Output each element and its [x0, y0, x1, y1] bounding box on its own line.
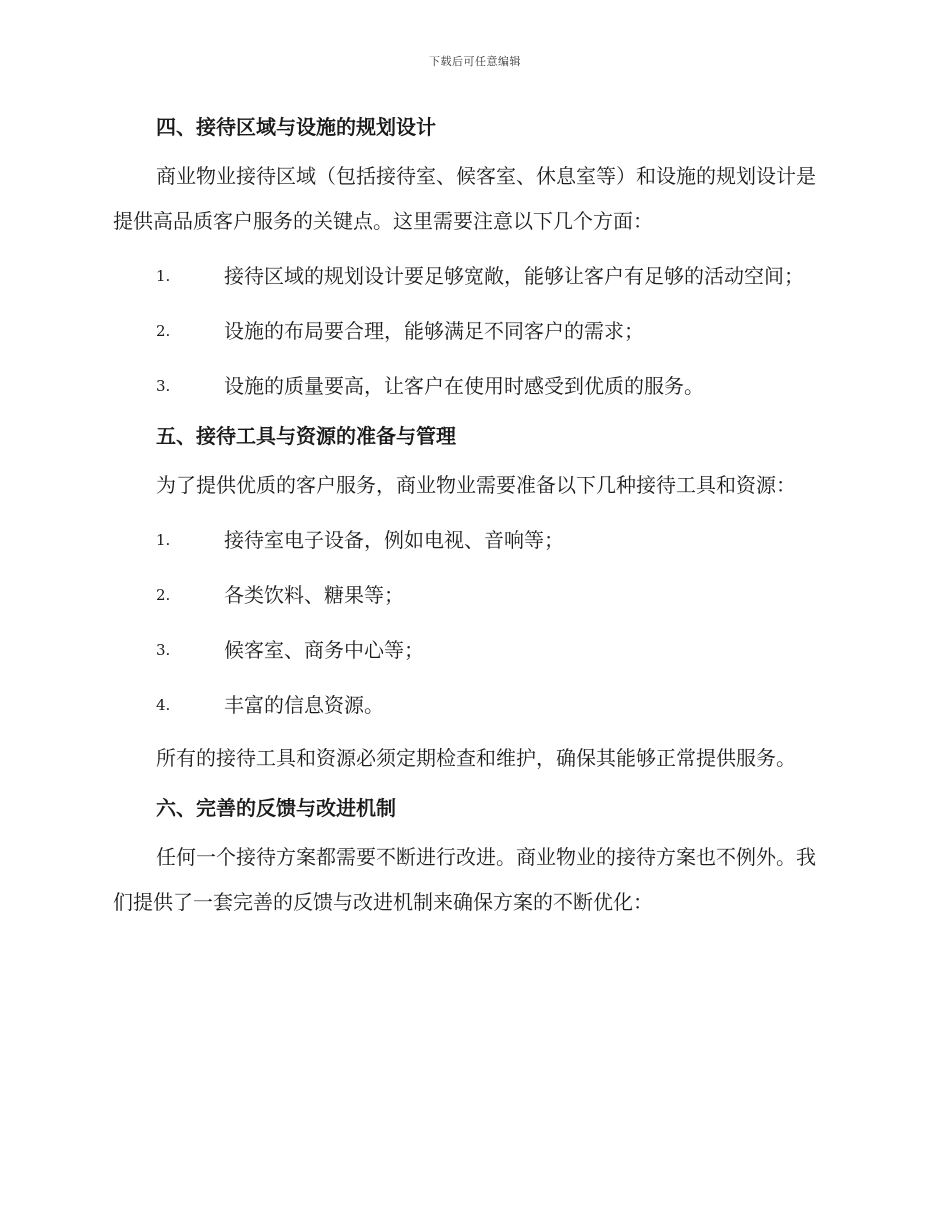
section-5-outro: 所有的接待工具和资源必须定期检查和维护，确保其能够正常提供服务。	[156, 746, 796, 770]
list-number: 3.	[156, 377, 171, 395]
list-item	[113, 628, 833, 673]
list-item	[113, 683, 833, 728]
list-item	[113, 573, 833, 618]
list-text: 设施的质量要高，让客户在使用时感受到优质的服务。	[224, 374, 704, 398]
header-note: 下载后可任意编辑	[429, 55, 521, 68]
list-item	[113, 518, 833, 563]
section-heading-4: 四、接待区域与设施的规划设计	[156, 115, 436, 139]
list-text: 丰富的信息资源。	[224, 693, 384, 717]
list-text: 接待区域的规划设计要足够宽敞，能够让客户有足够的活动空间；	[224, 264, 804, 288]
section-6-intro: 任何一个接待方案都需要不断进行改进。商业物业的接待方案也不例外。我们提供了一套完善的反馈与改进机制来确保方案的不断优化：	[113, 845, 816, 914]
list-text: 接待室电子设备，例如电视、音响等；	[224, 528, 564, 552]
list-text: 候客室、商务中心等；	[224, 638, 424, 662]
list-number: 4.	[156, 696, 171, 714]
list-item	[113, 309, 833, 354]
section-4-intro: 商业物业接待区域（包括接待室、候客室、休息室等）和设施的规划设计是提供高品质客户服务的关键点。这里需要注意以下几个方面：	[113, 164, 816, 233]
list-item	[113, 254, 833, 299]
list-number: 2.	[156, 586, 171, 604]
list-number: 2.	[156, 322, 171, 340]
section-heading-6: 六、完善的反馈与改进机制	[156, 796, 396, 820]
section-heading-5: 五、接待工具与资源的准备与管理	[156, 424, 456, 448]
document-body	[113, 112, 833, 925]
list-text: 设施的布局要合理，能够满足不同客户的需求；	[224, 319, 644, 343]
list-number: 1.	[156, 267, 171, 285]
list-number: 1.	[156, 531, 171, 549]
list-text: 各类饮料、糖果等；	[224, 583, 404, 607]
section-5-intro: 为了提供优质的客户服务，商业物业需要准备以下几种接待工具和资源：	[156, 473, 796, 497]
list-number: 3.	[156, 641, 171, 659]
list-item	[113, 364, 833, 409]
